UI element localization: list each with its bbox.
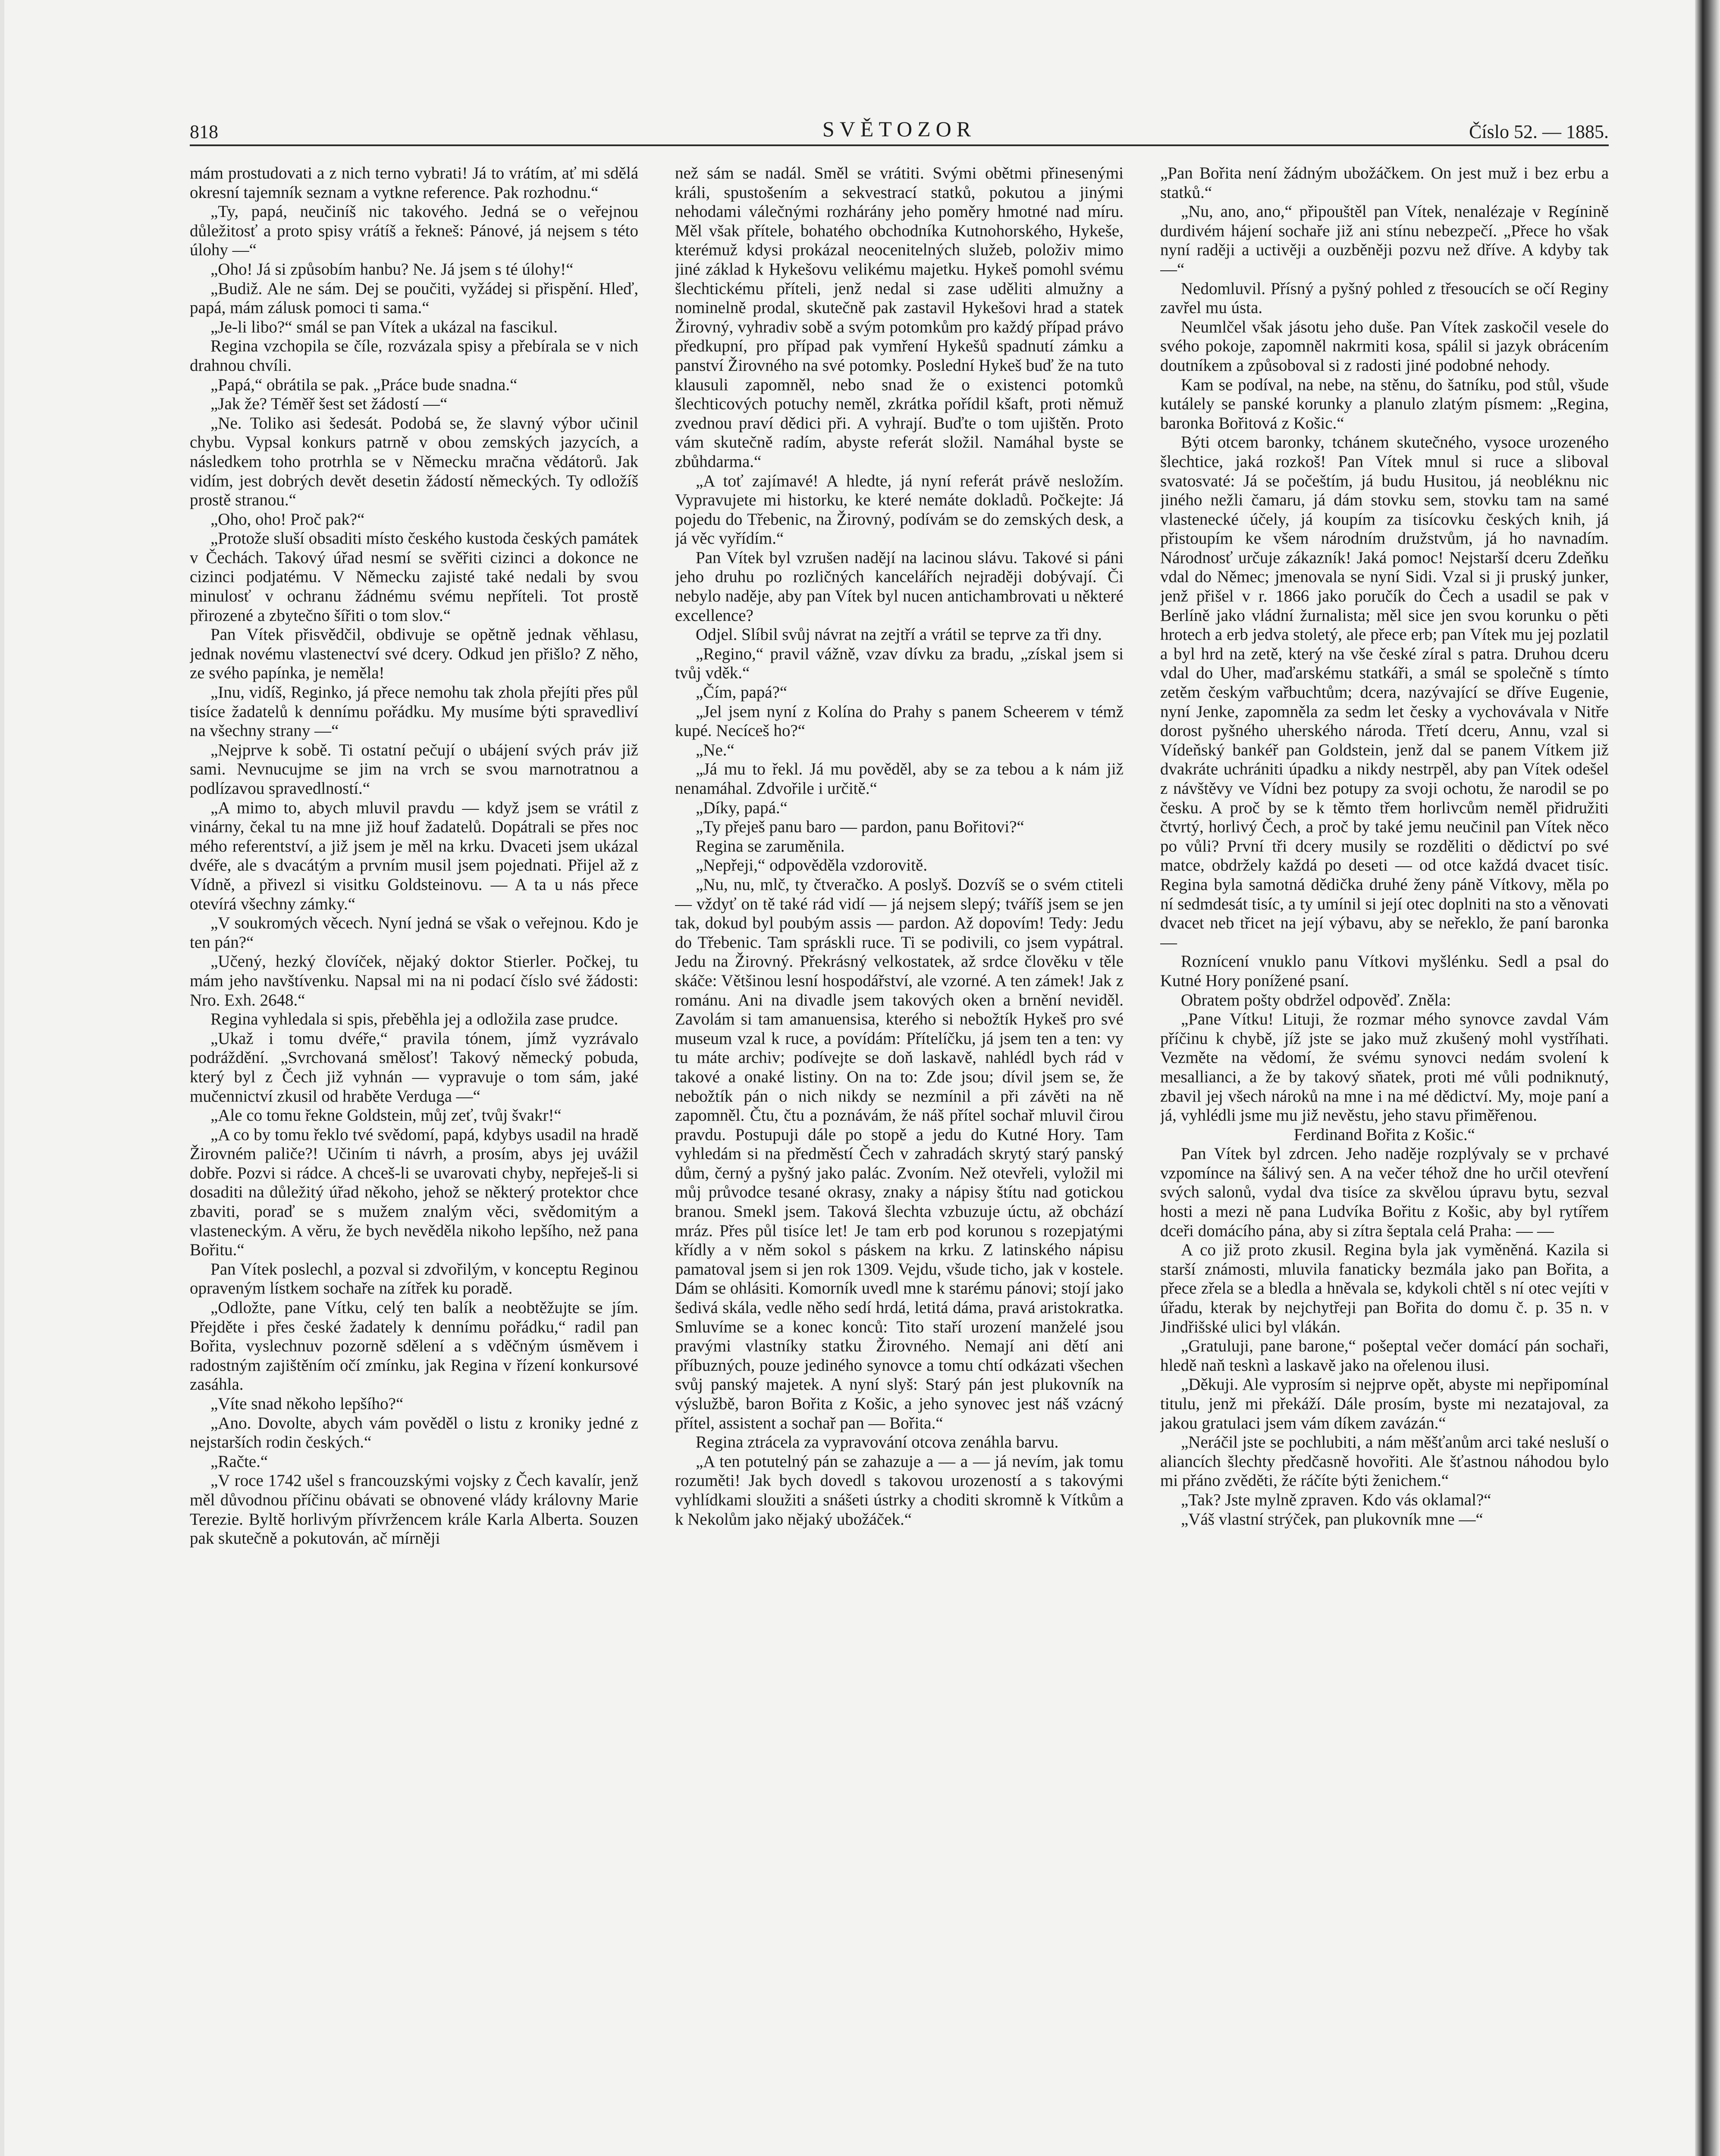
paragraph: „A toť zajímavé! A hledte, já nyní referát právě nesložím. Vypravujete mi historku, ke které nemáte dokladů. Počkejte: Já pojedu do Třebenic, na Žirovný, podívám se do zemských desk, a já věc vyřídím.“ (675, 471, 1124, 548)
paragraph: Regina ztrácela za vypravování otcova zenáhla barvu. (696, 1433, 1059, 1452)
paragraph: „Protože sluší obsaditi místo českého kustoda českých památek v Čechách. Takový úřad nesmí se svěřiti cizinci a dokonce ne cizinci podjatému. V Německu zajisté také nedali by svou minulosť v ochranu žádnému svému nepříteli. Tot prostě přirozené a zbytečno šířiti o tom slov.“ (190, 529, 638, 625)
text-columns (190, 164, 1609, 2156)
paragraph: „Regino,“ pravil vážně, vzav dívku za bradu, „získal jsem si tvůj vděk.“ (675, 644, 1124, 683)
paragraph: Odjel. Slíbil svůj návrat na zejtří a vrátil se teprve za tři dny. (696, 625, 1102, 644)
paragraph: „Já mu to řekl. Já mu pověděl, aby se za tebou a k nám již nenamáhal. Zdvořile i určitě.“ (675, 760, 1124, 798)
paragraph: „Váš vlastní strýček, pan plukovník mne —“ (1181, 1510, 1483, 1529)
paragraph: Pan Vítek poslechl, a pozval si zdvořilým, v konceptu Reginou opraveným lístkem sochaře na zítřek ku poradě. (190, 1260, 638, 1298)
paragraph: „V soukromých věcech. Nyní jedná se však o veřejnou. Kdo je ten pán?“ (190, 914, 638, 952)
paragraph: „Nu, ano, ano,“ připouštěl pan Vítek, nenalézaje v Regínině durdivém hájení sochaře již ani stínu nebezpečí. „Přece ho však nyní raději a uctivěji a ouzběněji pozvu než dříve. A kdyby tak —“ (1160, 202, 1609, 279)
paragraph: „Ty, papá, neučiníš nic takového. Jedná se o veřejnou důležitosť a proto spisy vrátíš a řekneš: Pánové, já nejsem s této úlohy —“ (190, 202, 638, 260)
text-column-2 (675, 164, 1124, 2156)
paragraph: než sám se nadál. Směl se vrátiti. Svými obětmi přinesenými králi, spustošením a sekvestrací statků, pokutou a jinými nehodami válečnými rozhárány jeho poměry hmotné nad míru. Měl však přítele, bohatého obchodníka Kutnohorského, Hykeše, kterémuž kdysi prokázal neocenitelných služeb, položiv mimo jiné základ k Hykešovu velikému majetku. Hykeš pomohl svému šlechtickému příteli, jenž nedal si zase uděliti almužny a nominelně prodal, skutečně pak zastavil Hykešovi hrad a statek Žirovný, vyhradiv sobě a svým potomkům pro každý případ právo předkupní, pro případ pak vymření Hykešů spadnutí zámku a panství Žirovného na své potomky. Poslední Hykeš buď že na tuto klausuli zapomněl, nebo snad že o existenci potomků šlechticových potuchy neměl, zkrátka pořídil kšaft, proti němuž zvednou praví dědici při. A vyhrají. Buďte o tom ujištěn. Proto vám skutečně radím, abyste referát složil. Namáhal byste se zbůhdarma.“ (675, 164, 1124, 471)
paragraph: Pan Vítek byl vzrušen nadějí na lacinou slávu. Takové si páni jeho druhu po rozličných kancelářích nejraději dobývají. Či nebylo naděje, aby pan Vítek byl nucen antichambrovati u některé excellence? (675, 548, 1124, 625)
paragraph: mám prostudovati a z nich terno vybrati! Já to vrátím, ať mi sdělá okresní tajemník seznam a vytkne reference. Pak rozhodnu.“ (190, 164, 638, 202)
paragraph: „Je-li libo?“ smál se pan Vítek a ukázal na fascikul. (210, 317, 558, 336)
paragraph: Neumlčel však jásotu jeho duše. Pan Vítek zaskočil vesele do svého pokoje, zapomněl nakrmiti kosa, spálil si jazyk obrácením doutníkem a způsoboval si z radosti jiné podobné nehody. (1160, 317, 1609, 375)
paragraph: „Ukaž i tomu dvéře,“ pravila tónem, jímž vyzrávalo podráždění. „Svrchovaná smělosť! Takový německý pobuda, který byl z Čech již vyhnán — vypravuje o tom sám, jaké mučennictví zkusil od hraběte Verduga —“ (190, 1029, 638, 1106)
paragraph: „A co by tomu řeklo tvé svědomí, papá, kdybys usadil na hradě Žirovném paliče?! Učiním ti návrh, a prosím, abys jej uvážil dobře. Pozvi si rádce. A chceš-li se uvarovati chyby, nepřeješ-li si dosaditi na důležitý úřad někoho, jehož se některý protektor chce zbaviti, poraď se s mužem znalým věci, svědomitým a vlasteneckým. A věru, že bych nevěděla nikoho lepšího, než pana Bořitu.“ (190, 1125, 638, 1260)
paragraph: „Oho, oho! Proč pak?“ (210, 510, 365, 529)
header-rule (190, 144, 1609, 146)
scan-edge-left (0, 0, 4, 2156)
paragraph: Nedomluvil. Přísný a pyšný pohled z třesoucích se očí Reginy zavřel mu ústa. (1160, 279, 1609, 317)
issue-info: Číslo 52. — 1885. (1469, 121, 1609, 142)
page-number: 818 (190, 121, 218, 142)
paragraph: „Jak že? Téměř šest set žádostí —“ (210, 395, 448, 414)
journal-page (190, 95, 1609, 2156)
paragraph: „Ne. Toliko asi šedesát. Podobá se, že slavný výbor učinil chybu. Vypsal konkurs patrně v obou zemských jazycích, a následkem toho protrhla se v Německu mračna vědátorů. Jak vidím, jest dobrých devět desetin žádostí německých. Ty odložíš prostě stranou.“ (190, 414, 638, 510)
paragraph: „V roce 1742 ušel s francouzskými vojsky z Čech kavalír, jenž měl důvodnou příčinu obávati se obnovené vlády královny Marie Terezie. Byltě horlivým přívržencem krále Karla Alberta. Souzen pak skutečně a pokutován, ač mírněji (190, 1471, 638, 1548)
paragraph: „Odložte, pane Vítku, celý ten balík a neobtěžujte se jím. Přejděte i přes české žadately k dennímu pořádku,“ radil pan Bořita, vyslechnuv pozorně sdělení a s vděčným úsměvem i radostným zajištěním očí zmínku, jak Regina v řízení konkursové zasáhla. (190, 1298, 638, 1394)
paragraph: „Papá,“ obrátila se pak. „Práce bude snadna.“ (210, 375, 518, 394)
paragraph: „Nejprve k sobě. Ti ostatní pečují o ubájení svých práv již sami. Nevnucujme se jim na vrch se svou marnotratnou a podlízavou spravedlností.“ (190, 740, 638, 798)
paragraph: „Ano. Dovolte, abych vám pověděl o listu z kroniky jedné z nejstarších rodin českých.“ (190, 1413, 638, 1452)
paragraph: Pan Vítek byl zdrcen. Jeho naděje rozplývaly se v prchavé vzpomínce na šálivý sen. A na večer téhož dne ho určil otevření svých salonů, vydal dva tisíce za skvělou úpravu bytu, sezval hosti a mezi ně pana Ludvíka Bořitu z Košic, aby byl rytířem dceři domácího pána, aby si zítra šeptala celá Praha: — — (1160, 1144, 1609, 1240)
paragraph: Kam se podíval, na nebe, na stěnu, do šatníku, pod stůl, všude kutálely se panské korunky a planulo zlatým písmem: „Regina, baronka Bořitová z Košic.“ (1160, 375, 1609, 432)
text-column-3 (1160, 164, 1609, 2156)
paragraph: „Ne.“ (696, 740, 734, 759)
paragraph: „Pane Vítku! Lituji, že rozmar mého synovce zavdal Vám příčinu k chybě, jíž jste se jako muž zkušený mohl vystříhati. Vezměte na vědomí, že svému synovci nedám svolení k mesallianci, a že by takový sňatek, proti mé vůli podniknutý, zbavil jej všech nároků na mne i na mé dědictví. My, moje paní a já, vyhlédli jsme mu již nevěstu, jeho stavu přiměřenou. (1160, 1010, 1609, 1125)
paragraph: „Neráčil jste se pochlubiti, a nám měšťanům arci také nesluší o aliancích šlechty předčasně hovořiti. Ale šťastnou náhodou bylo mi přáno zvěděti, že ráčíte býti ženichem.“ (1160, 1433, 1609, 1490)
paragraph: Obratem pošty obdržel odpověď. Zněla: (1181, 990, 1451, 1009)
paragraph: „Víte snad někoho lepšího?“ (210, 1395, 404, 1413)
paragraph: „Tak? Jste mylně zpraven. Kdo vás oklamal?“ (1181, 1490, 1491, 1509)
paragraph: Regina vzchopila se číle, rozvázala spisy a přebírala se v nich drahnou chvíli. (190, 337, 638, 375)
paragraph: Ferdinand Bořita z Košic.“ (1293, 1125, 1475, 1144)
paragraph: „Gratuluji, pane barone,“ pošeptal večer domácí pán sochaři, hledě naň tesknì a laskavě jako na ořelenou ilusi. (1160, 1337, 1609, 1375)
paragraph: „Inu, vidíš, Reginko, já přece nemohu tak zhola přejíti přes půl tisíce žadatelů k dennímu pořádku. My musíme býti spravedliví na všechny strany —“ (190, 683, 638, 740)
paragraph: Býti otcem baronky, tchánem skutečného, vysoce urozeného šlechtice, jaká rozkoš! Pan Vítek mnul si ruce a sliboval svatosvaté: Já se počeštím, já budu Husitou, já neobléknu nic jiného nežli čamaru, já dám stovku sem, stovku tam na samé vlastenecké účely, já koupím za tisícovku českých knih, já přistoupím ke všem národním družstvům, já ho navnadím. Národnosť určuje zákazník! Jaká pomoc! Nejstarší dceru Zdeňku vdal do Němec; jmenovala se nyní Sidi. Vzal si ji pruský junker, jenž přišel v r. 1866 jako poručík do Čech a usadil se pak v Berlíně jako vládní žurnalista; měl sice jen svou korunku o pěti hrotech a erb jedva stoletý, ale přece erb; pan Vítek mu jej pozlatil a byl hrd na zetě, který na vše české zíral s patra. Druhou dceru vdal do Uher, maďarskému statkáři, a smál se společně s tímto zetěm českým vařbuchtům; dcera, nazývající se dříve Eugenie, nyní Jenke, zapomněla za sedm let česky a vychovávala v Nitře dorost pyšného uherského národa. Třetí dceru, Annu, vzal si Vídeňský bankéř pan Goldstein, jenž dal se panem Vítkem již dvakráte uchrániti úpadku a nikdy nestrpěl, aby pan Vítek odešel z návštěvy ve Vídni bez potupy za svoji ochotu, že narodil se po česku. A proč by se k těmto třem horlivcům neměl přidružiti čtvrtý, horlivý Čech, a proč by také jemu neučinil pan Vítek něco po vůli? První tři dcery musily se rozděliti o dědictví po své matce, obdržely každá po deseti — od otce každá dvacet tisíc. Regina byla samotná dědička druhé ženy páně Vítkovy, měla po ní sedmdesát tisíc, a ty umínil si její otec doplniti na sto a věnovati dvacet neb třicet na její výbavu, aby se neřeklo, že paní baronka — (1160, 433, 1609, 952)
paragraph: „A mimo to, abych mluvil pravdu — když jsem se vrátil z vinárny, čekal tu na mne již houf žadatelů. Dopátrali se přes noc mého referentství, a již jsem je měl na krku. Dvaceti jsem ukázal dvéře, ale s dvacátým a prvním musil jsem pojednati. Přijel až z Vídně, a přivezl si visitku Goldsteinovu. — A ta u nás přece otevírá všechny zámky.“ (190, 798, 638, 913)
paragraph: Pan Vítek přisvědčil, obdivuje se opětně jednak věhlasu, jednak novému vlastenectví své dcery. Odkud jen přišlo? Z něho, ze svého papínka, je neměla! (190, 625, 638, 683)
paragraph: „Oho! Já si způsobím hanbu? Ne. Já jsem s té úlohy!“ (210, 260, 574, 279)
paragraph: „Ty přeješ panu baro — pardon, panu Bořitovi?“ (696, 818, 1024, 837)
paragraph: Regina vyhledala si spis, přeběhla jej a odložila zase prudce. (210, 1010, 618, 1029)
paragraph: Regina se zaruměnila. (696, 837, 845, 856)
paragraph: „Pan Bořita není žádným ubožáčkem. On jest muž i bez erbu a statků.“ (1160, 164, 1609, 202)
paragraph: „Budiž. Ale ne sám. Dej se poučiti, vyžádej si přispění. Hleď, papá, mám zálusk pomoci ti sama.“ (190, 279, 638, 317)
paragraph: „Jel jsem nyní z Kolína do Prahy s panem Scheerem v témž kupé. Necíceš ho?“ (675, 702, 1124, 740)
journal-title: SVĚTOZOR (822, 117, 976, 141)
paragraph: A co již proto zkusil. Regina byla jak vyměněná. Kazila si starší známosti, mluvila fanaticky bezmála jako pan Bořita, a přece zřela se a bledla a hněvala se, kdykoli chtěl s ní otec vejíti v úřadu, kterak by nejchytřeji pan Bořita do domu č. p. 35 n. v Jindřišské ulici byl vlákán. (1160, 1241, 1609, 1336)
paragraph: „Nu, nu, mlč, ty čtveračko. A poslyš. Dozvíš se o svém ctiteli — vždyť on tě také rád vidí — já nejsem slepý; tváříš jsem se jen tak, dokud byl poubým assis — pardon. Až dopovím! Tedy: Jedu do Třebenic. Tam spráskli ruce. Ti se podivili, co jsem vypátral. Jedu na Žirovný. Překrásný velkostatek, až srdce člověku v těle skáče: Většinou lesní hospodářství, ale vzorné. A ten zámek! Jak z románu. Ani na divadle jsem takových oken a brnění neviděl. Zavolám si tam amanuensisa, kterého si nebožtík Hykeš pro své museum vzal k ruce, a povídám: Přítelíčku, já jsem ten a ten: vy tu máte archiv; podívejte se doň laskavě, nahlédl bych rád v takové a onaké listiny. On na to: Zde jsou; dívil jsem se, že nebožtík pán o nich nikdy se nezmínil a při závěti na ně zapomněl. Čtu, čtu a poznávám, že náš přítel sochař mluvil čirou pravdu. Postupuji dále po stopě a jedu do Kutné Hory. Tam vyhledám si na předměstí Čech v zahradách skrytý starý panský dům, černý a pyšný jako palác. Zvoním. Než otevřeli, vyložil mi můj průvodce tesané okrasy, znaky a nápisy štítu nad gotickou branou. Smekl jsem. Taková šlechta vzbuzuje úctu, až obchází mráz. Přes půl tisíce let! Je tam erb pod korunou s rozepjatými křídly a v něm sokol s páskem na krku. Z latinského nápisu pamatoval jsem si jen rok 1309. Vejdu, všude ticho, jak v kostele. Dám se ohlásiti. Komorník uvedl mne k starému pánovi; stojí jako šedivá skála, vedle něho sedí hrdá, letitá dáma, pravá aristokratka. Smluvíme se a konec konců: Tito staří urození manželé jsou pravými vlastníky statku Žirovného. Nemají ani dětí ani příbuzných, pouze jediného synovce a tomu chtí odkázati všechen svůj panský majetek. A nyní slyš: Starý pán jest plukovník na výslužbě, baron Bořita z Košic, a jeho synovec jest náš vzácný přítel, assistent a sochař pan — Bořita.“ (675, 875, 1124, 1432)
paragraph: Roznícení vnuklo panu Vítkovi myšlénku. Sedl a psal do Kutné Hory ponížené psaní. (1160, 952, 1609, 990)
paragraph: „Čím, papá?“ (696, 683, 788, 702)
paragraph: „Učený, hezký človíček, nějaký doktor Stierler. Počkej, tu mám jeho navštívenku. Napsal mi na ni podací číslo své žádosti: Nro. Exh. 2648.“ (190, 952, 638, 1009)
paragraph: „A ten potutelný pán se zahazuje a — a — já nevím, jak tomu rozuměti! Jak bych dovedl s takovou urozeností a s takovými vyhlídkami sloužiti a snášeti ústrky a choditi skromně k Vítkům a k Nekolům jako nějaký ubožáček.“ (675, 1452, 1124, 1529)
page-header (190, 103, 1609, 142)
paragraph: „Díky, papá.“ (696, 798, 788, 817)
paragraph: „Nepřeji,“ odpověděla vzdorovitě. (696, 856, 928, 875)
paragraph: „Ale co tomu řekne Goldstein, můj zeť, tvůj švakr!“ (210, 1106, 562, 1125)
paragraph: „Račte.“ (210, 1452, 268, 1471)
scan-edge-right (1695, 0, 1720, 2156)
text-column-1 (190, 164, 638, 2156)
paragraph: „Děkuji. Ale vyprosím si nejprve opět, abyste mi nepřipomínal titulu, jenž mi překáží. Dále prosím, byste mi nezatajoval, za jakou gratulaci jsem vám díkem zavázán.“ (1160, 1375, 1609, 1432)
